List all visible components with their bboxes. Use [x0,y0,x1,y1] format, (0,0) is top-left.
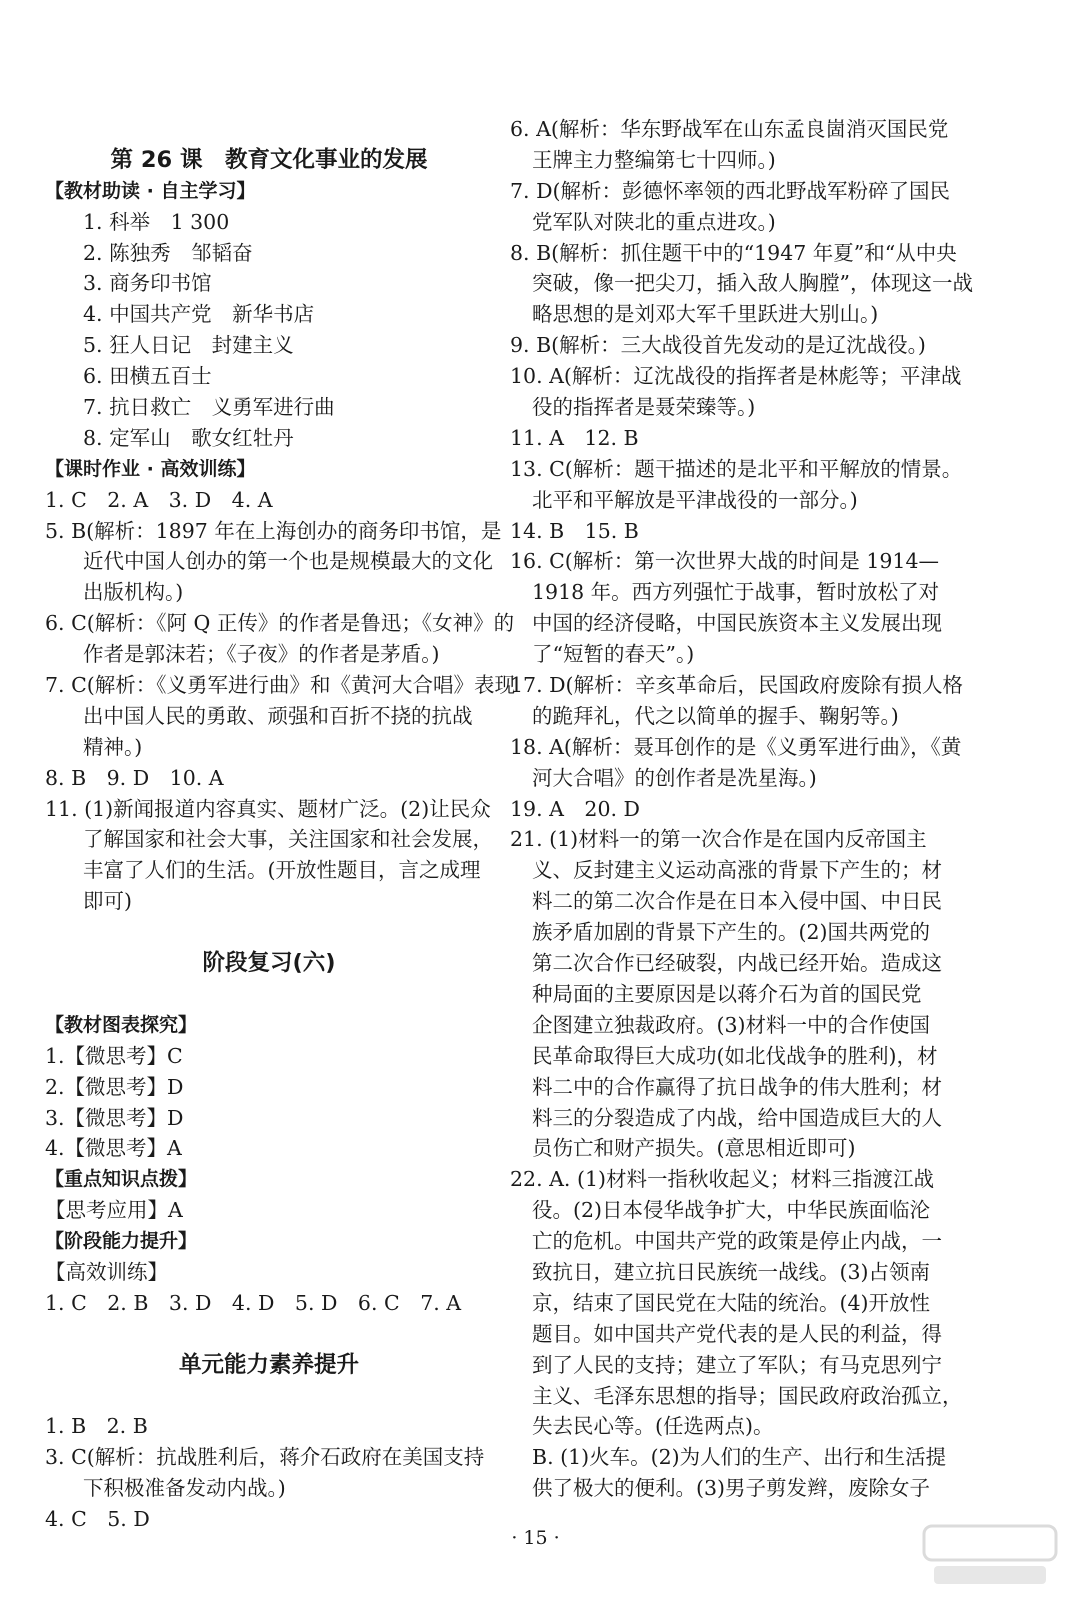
answer-line: 21. (1)材料一的第一次合作是在国内反帝国主 [510,827,927,852]
answer-continuation: 精神。) [83,734,143,759]
answer-line: 14. B 15. B [510,518,639,543]
answer-line: 17. D(解析：辛亥革命后，民国政府废除有损人格 [510,673,964,698]
answer-continuation: 河大合唱》的创作者是冼星海。) [532,765,817,790]
answer-line: 11. A 12. B [510,425,639,450]
section-title: 单元能力素养提升 [178,1351,359,1378]
answer-continuation: 北平和平解放是平津战役的一部分。) [532,487,858,512]
answer-line: 18. A(解析：聂耳创作的是《义勇军进行曲》，《黄 [510,734,962,759]
answer-continuation: 1918 年。西方列强忙于战事，暂时放松了对 [532,580,940,605]
page-number-value: 15 [523,1527,548,1549]
answer-continuation: 王牌主力整编第七十四师。) [532,147,776,172]
answer-line: 1. C 2. B 3. D 4. D 5. D 6. C 7. A [45,1290,462,1315]
answer-continuation: 京，结束了国民党在大陆的统治。(4)开放性 [532,1290,931,1315]
list-item: 6. 田横五百士 [83,364,212,389]
answer-continuation: 民革命取得巨大成功(如北伐战争的胜利)，材 [532,1043,938,1068]
answer-continuation: 中国的经济侵略，中国民族资本主义发展出现 [532,611,942,636]
answer-line: 7. C(解析：《义勇军进行曲》和《黄河大合唱》表现 [45,673,516,698]
section-heading: 【课时作业 · 高效训练】 [45,457,256,480]
list-item: 5. 狂人日记 封建主义 [83,333,294,358]
spacer [45,1319,493,1350]
answer-line: 7. D(解析：彭德怀率领的西北野战军粉碎了国民 [510,178,951,203]
spacer [45,917,493,948]
watermark-logo [920,1520,1060,1590]
section-title: 第 26 课 教育文化事业的发展 [110,146,428,173]
answer-line: 2.【微思考】D [45,1074,184,1099]
answer-continuation: 作者是郭沫若；《子夜》的作者是茅盾。) [83,642,440,667]
answer-line: 5. B(解析：1897 年在上海创办的商务印书馆，是 [45,518,502,543]
answer-line: 11. (1)新闻报道内容真实、题材广泛。(2)让民众 [45,796,491,821]
answer-continuation: 供了极大的便利。(3)男子剪发辫，废除女子 [532,1476,931,1501]
answer-continuation: 了解国家和社会大事，关注国家和社会发展， [83,827,493,852]
list-item: 1. 科举 1 300 [83,209,230,234]
answer-continuation: 出中国人民的勇敢、顽强和百折不挠的抗战 [83,703,473,728]
answer-line: 13. C(解析：题干描述的是北平和平解放的情景。 [510,456,963,481]
section-heading: 【教材助读 · 自主学习】 [45,179,256,202]
answer-continuation: 役。(2)日本侵华战争扩大，中华民族面临沦 [532,1198,931,1223]
answer-line: 【高效训练】 [45,1259,168,1284]
section-heading: 【阶段能力提升】 [45,1230,198,1253]
answer-continuation: 略思想的是刘邓大军千里跃进大别山。) [532,302,879,327]
list-item: 7. 抗日救亡 义勇军进行曲 [83,395,335,420]
answer-continuation: 第二次合作已经破裂，内战已经开始。造成这 [532,951,942,976]
answer-continuation: 失去民心等。(任选两点)。 [532,1414,774,1439]
answer-continuation: B. (1)火车。(2)为人们的生产、出行和生活提 [532,1445,947,1470]
section-heading: 【重点知识点拨】 [45,1168,198,1191]
answer-line: 3.【微思考】D [45,1105,184,1130]
answer-continuation: 主义、毛泽东思想的指导；国民政府政治孤立， [532,1383,963,1408]
answer-continuation: 近代中国人创办的第一个也是规模最大的文化 [83,549,493,574]
answer-line: 19. A 20. D [510,796,640,821]
answer-continuation: 出版机构。) [83,580,184,605]
answer-line: 9. B(解析：三大战役首先发动的是辽沈战役。) [510,333,926,358]
answer-continuation: 的跪拜礼，代之以简单的握手、鞠躬等。) [532,703,899,728]
left-column [45,114,516,1535]
list-item: 2. 陈独秀 邹韬奋 [83,240,253,265]
spacer [45,1381,493,1412]
list-item: 4. 中国共产党 新华书店 [83,302,315,327]
spacer [45,979,493,1010]
answer-line: 10. A(解析：辽沈战役的指挥者是林彪等；平津战 [510,364,962,389]
answer-continuation: 亡的危机。中国共产党的政策是停止内战，一 [532,1229,942,1254]
answer-line: 4. C 5. D [45,1507,150,1532]
answer-line: 4.【微思考】A [45,1136,182,1161]
answer-continuation: 下积极准备发动内战。) [83,1476,286,1501]
answer-continuation: 料二中的合作赢得了抗日战争的伟大胜利；材 [532,1074,942,1099]
answer-line: 16. C(解析：第一次世界大战的时间是 1914— [510,549,939,574]
section-heading: 【教材图表探究】 [45,1013,198,1036]
answer-continuation: 种局面的主要原因是以蒋介石为首的国民党 [532,981,922,1006]
answer-continuation: 党军队对陕北的重点进攻。) [532,209,776,234]
list-item: 3. 商务印书馆 [83,271,212,296]
answer-line: 1.【微思考】C [45,1043,183,1068]
answer-continuation: 了“短暂的春天”。) [532,642,695,667]
answer-continuation: 致抗日，建立抗日民族统一战线。(3)占领南 [532,1259,931,1284]
answer-continuation: 突破，像一把尖刀，插入敌人胸膛”，体现这一战 [532,271,973,296]
answer-continuation: 企图建立独裁政府。(3)材料一中的合作使国 [532,1012,931,1037]
answer-line: 22. A. (1)材料一指秋收起义；材料三指渡江战 [510,1167,934,1192]
spacer [45,114,493,145]
page-number: · 15 · [511,1527,560,1549]
answer-line: 【思考应用】A [45,1198,183,1223]
answer-continuation: 役的指挥者是聂荣臻等。) [532,395,756,420]
answer-continuation: 丰富了人们的生活。(开放性题目，言之成理 [83,858,481,883]
answer-continuation: 题目。如中国共产党代表的是人民的利益，得 [532,1321,942,1346]
answer-line: 1. C 2. A 3. D 4. A [45,487,273,512]
list-item: 8. 定军山 歌女红牡丹 [83,425,294,450]
answer-continuation: 到了人民的支持；建立了军队；有马克思列宁 [532,1352,942,1377]
answer-line: 3. C(解析：抗战胜利后，蒋介石政府在美国支持 [45,1445,485,1470]
answer-line: 6. A(解析：华东野战军在山东孟良崮消灭国民党 [510,117,949,141]
answer-line: 1. B 2. B [45,1414,148,1439]
answer-line: 6. C(解析：《阿 Q 正传》的作者是鲁迅；《女神》的 [45,611,515,636]
answer-line: 8. B 9. D 10. A [45,765,224,790]
section-title: 阶段复习(六) [202,950,336,977]
answer-continuation: 族矛盾加剧的背景下产生的。(2)国共两党的 [532,920,931,945]
answer-continuation: 即可) [83,889,132,914]
answer-continuation: 料三的分裂造成了内战，给中国造成巨大的人 [532,1105,942,1130]
right-column [510,114,973,1504]
answer-line: 8. B(解析：抓住题干中的“1947 年夏”和“从中央 [510,240,957,265]
answer-continuation: 料二的第二次合作是在日本入侵中国、中日民 [532,889,942,914]
answer-continuation: 义、反封建主义运动高涨的背景下产生的；材 [532,858,942,883]
answer-continuation: 员伤亡和财产损失。(意思相近即可) [532,1136,856,1161]
